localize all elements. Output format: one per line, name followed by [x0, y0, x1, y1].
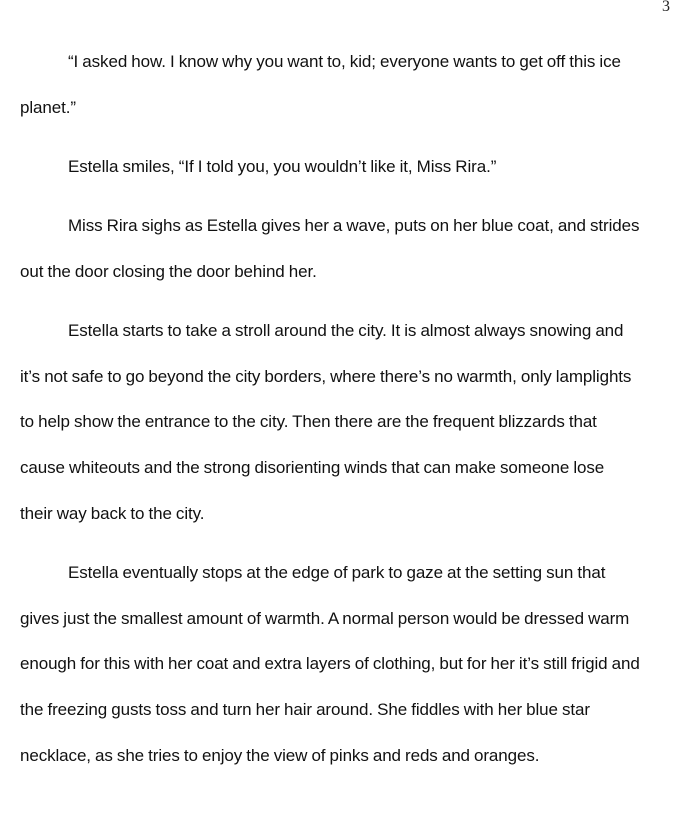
paragraph-1: “I asked how. I know why you want to, kid; everyone wants to get off this ice planet.” — [20, 52, 621, 117]
paragraph-4: Estella starts to take a stroll around the city. It is almost always snowing and it’s not safe to go beyond the city borders, where there’s no warmth, only lamplights to help show the entrance to the city. Then there are the frequent blizzards that cause whiteouts and the strong disorienting winds that can make someone lose their way back to the city. — [20, 321, 632, 523]
page-number: 3 — [662, 0, 670, 15]
paragraph-2: Estella smiles, “If I told you, you wouldn’t like it, Miss Rira.” — [68, 156, 497, 176]
paragraph-5: Estella eventually stops at the edge of park to gaze at the setting sun that gives just the smallest amount of warmth. A normal person would be dressed warm enough for this with her coat and extra layers of clothing, but for her it’s still frigid and the freezing gusts toss and turn her hair around. She fiddles with her blue star necklace, as she tries to enjoy the view of pinks and reds and oranges. — [20, 563, 640, 765]
document-body — [20, 39, 640, 779]
paragraph-3: Miss Rira sighs as Estella gives her a wave, puts on her blue coat, and strides out the door closing the door behind her. — [20, 216, 640, 281]
